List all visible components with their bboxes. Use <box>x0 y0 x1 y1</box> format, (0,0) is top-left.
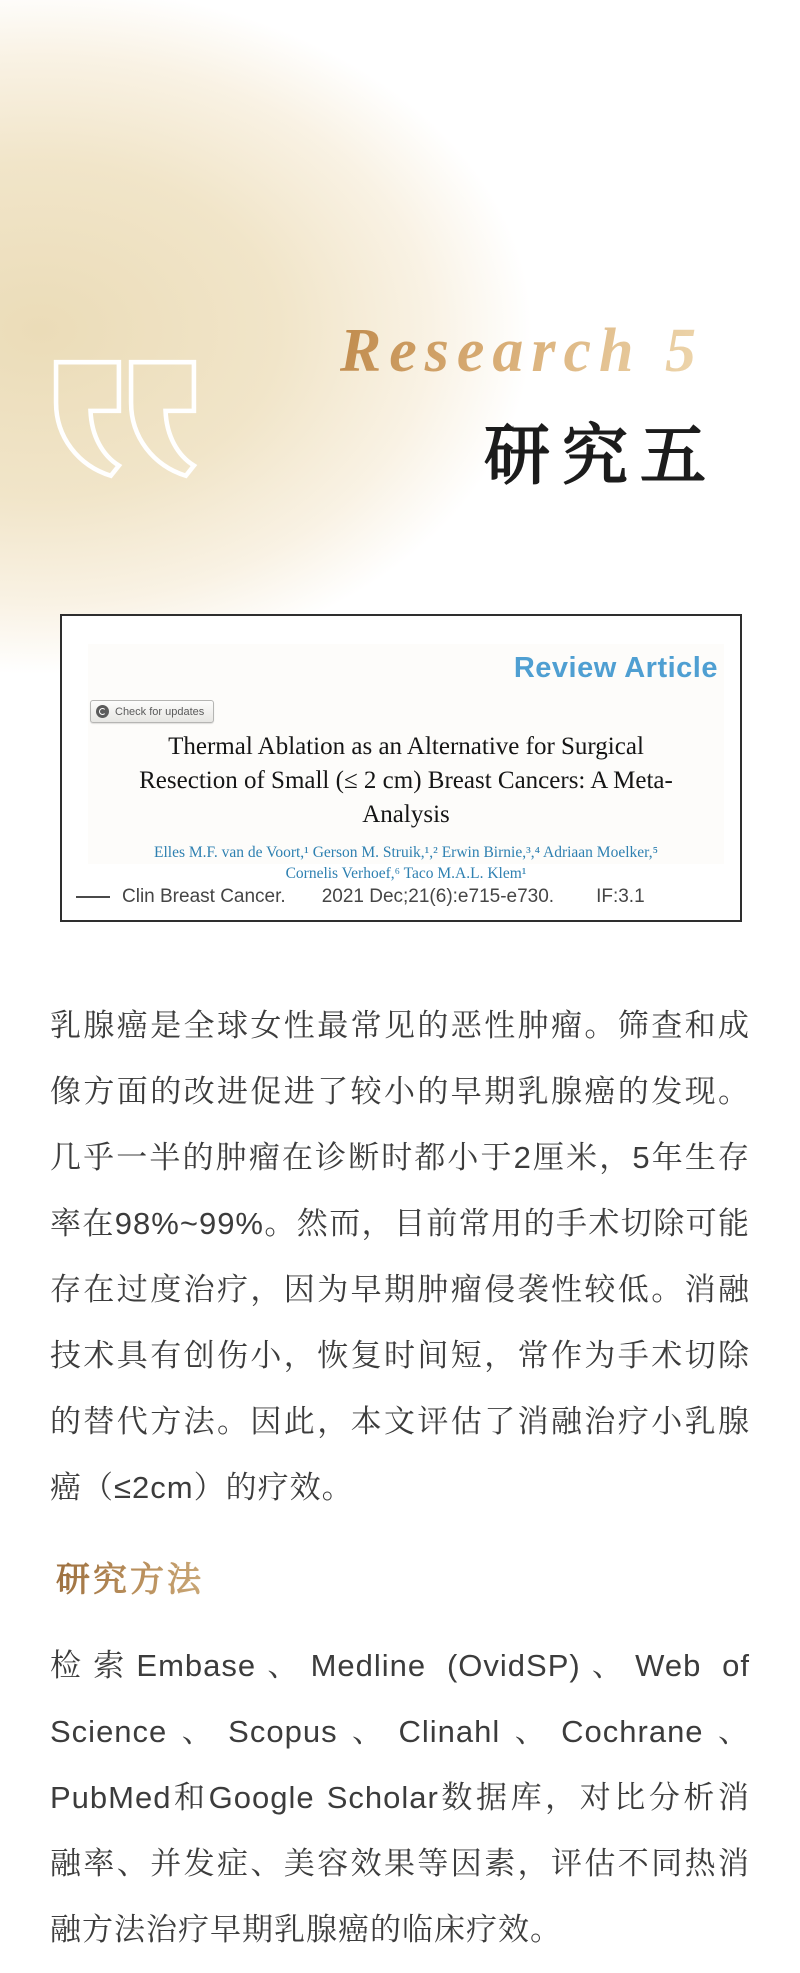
citation-dash <box>76 896 110 898</box>
paper-authors <box>88 842 724 884</box>
methods-paragraph: 检索Embase、Medline (OvidSP)、Web of Science、Scopus、Clinahl、Cochrane、PubMed和Google Scholar数据库，对比分析消融率、并发症、美容效果等因素，评估不同热消融方法治疗早期乳腺癌的临床疗效。 <box>50 1648 750 1947</box>
paper-card <box>60 614 742 922</box>
citation-issue: 2021 Dec;21(6):e715-e730. <box>321 886 555 907</box>
check-for-updates-button[interactable] <box>90 700 214 723</box>
intro-paragraph: 乳腺癌是全球女性最常见的恶性肿瘤。筛查和成像方面的改进促进了较小的早期乳腺癌的发现。几乎一半的肿瘤在诊断时都小于2厘米，5年生存率在98%~99%。然而，目前常用的手术切除可能存在过度治疗，因为早期肿瘤侵袭性较低。消融技术具有创伤小，恢复时间短，常作为手术切除的替代方法。因此，本文评估了消融治疗小乳腺癌（≤2cm）的疗效。 <box>50 1008 750 1505</box>
citation-impact-factor: IF:3.1 <box>596 886 645 907</box>
citation-journal: Clin Breast Cancer. <box>122 886 286 907</box>
authors-line-1: Elles M.F. van de Voort,¹ Gerson M. Struik,¹,² Erwin Birnie,³,⁴ Adriaan Moelker,⁵ <box>154 844 658 861</box>
double-quote-icon <box>52 358 200 489</box>
research-number-chinese: 研究五 <box>484 420 718 493</box>
methods-section-heading: 研究方法 <box>56 1552 204 1601</box>
citation-row <box>76 886 645 908</box>
paper-title: Thermal Ablation as an Alternative for Surgical Resection of Small (≤ 2 cm) Breast Cancers: A Meta-Analysis <box>139 733 673 828</box>
paper-screenshot <box>88 644 724 882</box>
crossmark-icon <box>96 705 109 718</box>
article-type-label: Review Article <box>513 652 718 684</box>
research-number-english: Research 5 <box>339 317 704 385</box>
check-for-updates-label: Check for updates <box>115 705 205 718</box>
authors-line-2: Cornelis Verhoef,⁶ Taco M.A.L. Klem¹ <box>285 865 527 882</box>
